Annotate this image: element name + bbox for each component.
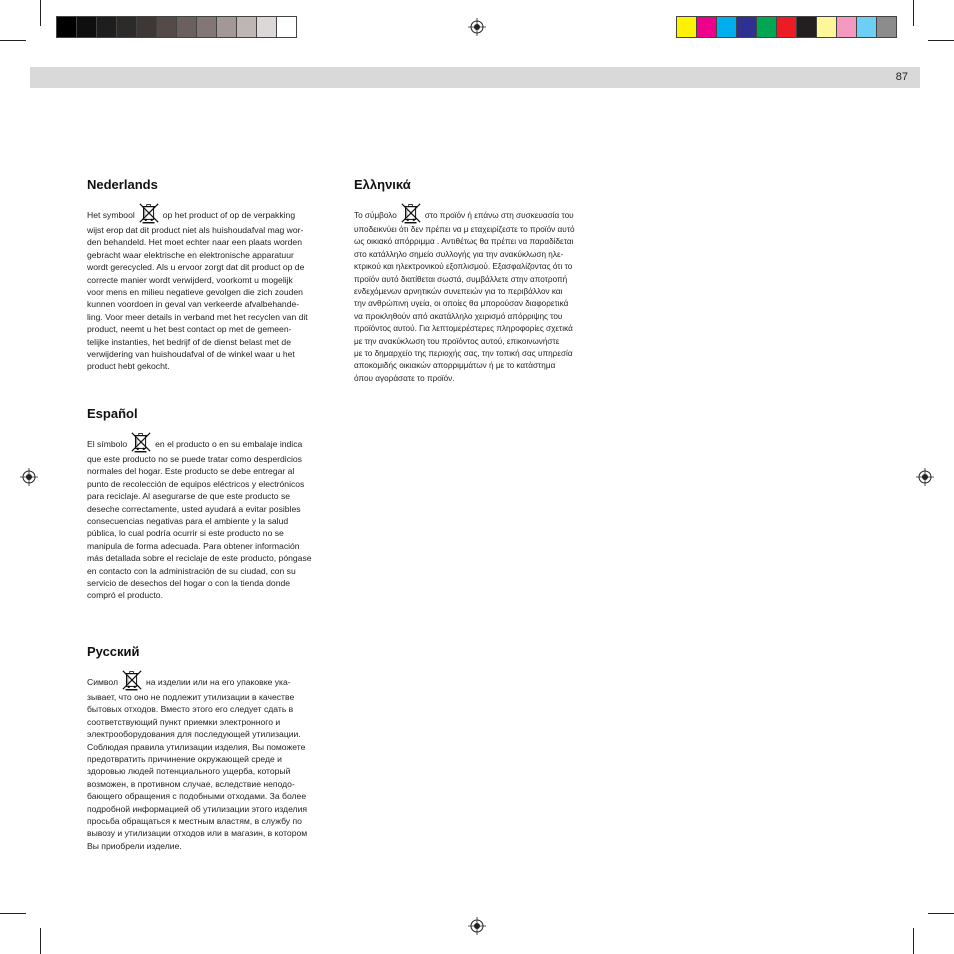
section-body	[87, 669, 337, 852]
crop-mark	[928, 40, 954, 41]
section-espanol	[87, 406, 347, 602]
registration-mark-icon	[468, 18, 486, 36]
color-swatch	[796, 16, 816, 38]
registration-mark-icon	[20, 468, 38, 486]
crop-mark	[928, 913, 954, 914]
weee-bin-icon	[399, 202, 423, 224]
registration-mark-icon	[468, 917, 486, 935]
header-band	[30, 67, 920, 88]
symbol-lead-text: Het symbool	[87, 210, 135, 220]
color-swatch	[676, 16, 696, 38]
body-text: op het product of op de verpakking wijst erop dat dit product niet als huishoudafval mag wor- den behandeld. Het moet echter naar een plaats worden gebracht waar elektrische en elektronische apparatuur wordt gerecycled. Als u ervoor zorgt dat dit product op de correcte manier wordt verwijderd, voorkomt u mogelijk voor mens en milieu negatieve gevolgen die zich zouden kunnen voordoen in geval van verkeerde afvalbehande- ling. Voor meer details in verband met het recyclen van dit product, neemt u het best contact op met de gemeen- telijke instanties, het bedrijf of de dienst belast met de verwijdering van huishoudafval of de winkel waar u het product hebt gekocht.	[87, 210, 308, 372]
color-calibration-bar-grayscale	[56, 16, 297, 38]
section-ellinika	[354, 177, 602, 385]
section-body	[87, 431, 347, 602]
registration-mark-icon	[916, 468, 934, 486]
section-title: Русский	[87, 644, 140, 659]
page-number: 87	[895, 71, 908, 83]
crop-mark	[0, 913, 26, 914]
color-swatch	[696, 16, 716, 38]
color-swatch	[816, 16, 836, 38]
section-title: Español	[87, 406, 138, 421]
symbol-lead-text: El símbolo	[87, 439, 128, 449]
color-swatch	[96, 16, 116, 38]
body-text: στο προϊόν ή επάνω στη συσκευασία του υποδεικνύει ότι δεν πρέπει να μ εταχειρίζεστε το προϊόν αυτό ως οικιακό απόρριμμα . Αντιθέτως θα πρέπει να παραδίδεται στο κατάλληλο σημείο συλλογής για την ανακύκλωση ηλε- κτρικού και ηλεκτρονικού εξοπλισμού. Εξασφαλίζοντας ότι το προϊόν αυτό διατίθεται σωστά, συμβάλλετε στην αποτροπή ενδεχόμενων αρνητικών συνεπειών για το περιβάλλον και την ανθρώπινη υγεία, οι οποίες θα μπορούσαν διαφορετικά να προκληθούν από ακατάλληλο χειρισμό απόρριψης του προϊόντος αυτού. Για λεπτομερέστερες πληροφορίες σχετικά με την ανακύκλωση του προϊόντος αυτού, επικοινωνήστε με το δημαρχείο της περιοχής σας, την τοπική σας υπηρεσία αποκομιδής οικιακών απορριμμάτων ή με το κατάστημα όπου αγοράσατε το προϊόν.	[354, 211, 575, 383]
color-swatch	[756, 16, 776, 38]
color-calibration-bar-color	[676, 16, 897, 38]
crop-mark	[40, 0, 41, 26]
crop-mark	[40, 928, 41, 954]
symbol-lead-text: Το σύμβολο	[354, 211, 397, 220]
color-swatch	[216, 16, 236, 38]
crop-mark	[0, 40, 26, 41]
crop-mark	[913, 928, 914, 954]
color-swatch	[836, 16, 856, 38]
section-nederlands	[87, 177, 337, 373]
weee-bin-icon	[129, 431, 153, 453]
body-text: en el producto o en su embalaje indica que este producto no se puede tratar como desperdicios normales del hogar. Este producto se debe entregar al punto de recolección de equipos eléctricos y electrónicos para reciclaje. Al asegurarse de que este producto se deseche correctamente, usted ayudará a evitar posibles consecuencias negativas para el ambiente y la salud pública, lo cual podría ocurrir si este producto no se manipula de forma adecuada. Para obtener información más detallada sobre el reciclaje de este producto, póngase en contacto con la administración de su ciudad, con su servicio de desechos del hogar o con la tienda donde compró el producto.	[87, 439, 312, 601]
section-body	[354, 202, 602, 385]
color-swatch	[276, 16, 297, 38]
symbol-lead-text: Символ	[87, 677, 118, 687]
color-swatch	[736, 16, 756, 38]
section-title: Nederlands	[87, 177, 158, 192]
color-swatch	[716, 16, 736, 38]
section-russkiy	[87, 644, 337, 852]
body-text: на изделии или на его упаковке ука- зывает, что оно не подлежит утилизации в качестве бытовых отходов. Вместо этого его следует сдать в соответствующий пункт приемки электронного и электрооборудования для последующей утилизации. Соблюдая правила утилизации изделия, Вы поможете предотвратить причинение окружающей среде и здоровью людей потенциального ущерба, который возможен, в противном случае, вследствие неподо- бающего обращения с подобными отходами. За более подробной информацией об утилизации этого изделия просьба обращаться к местным властям, в службу по вывозу и утилизации отходов или в магазин, в котором Вы приобрели изделие.	[87, 677, 308, 851]
color-swatch	[116, 16, 136, 38]
crop-mark	[913, 0, 914, 26]
color-swatch	[236, 16, 256, 38]
color-swatch	[176, 16, 196, 38]
color-swatch	[56, 16, 76, 38]
color-swatch	[136, 16, 156, 38]
weee-bin-icon	[137, 202, 161, 224]
section-body	[87, 202, 337, 373]
color-swatch	[876, 16, 897, 38]
weee-bin-icon	[120, 669, 144, 691]
section-title: Ελληνικά	[354, 177, 411, 192]
color-swatch	[856, 16, 876, 38]
color-swatch	[156, 16, 176, 38]
color-swatch	[256, 16, 276, 38]
color-swatch	[776, 16, 796, 38]
color-swatch	[196, 16, 216, 38]
color-swatch	[76, 16, 96, 38]
